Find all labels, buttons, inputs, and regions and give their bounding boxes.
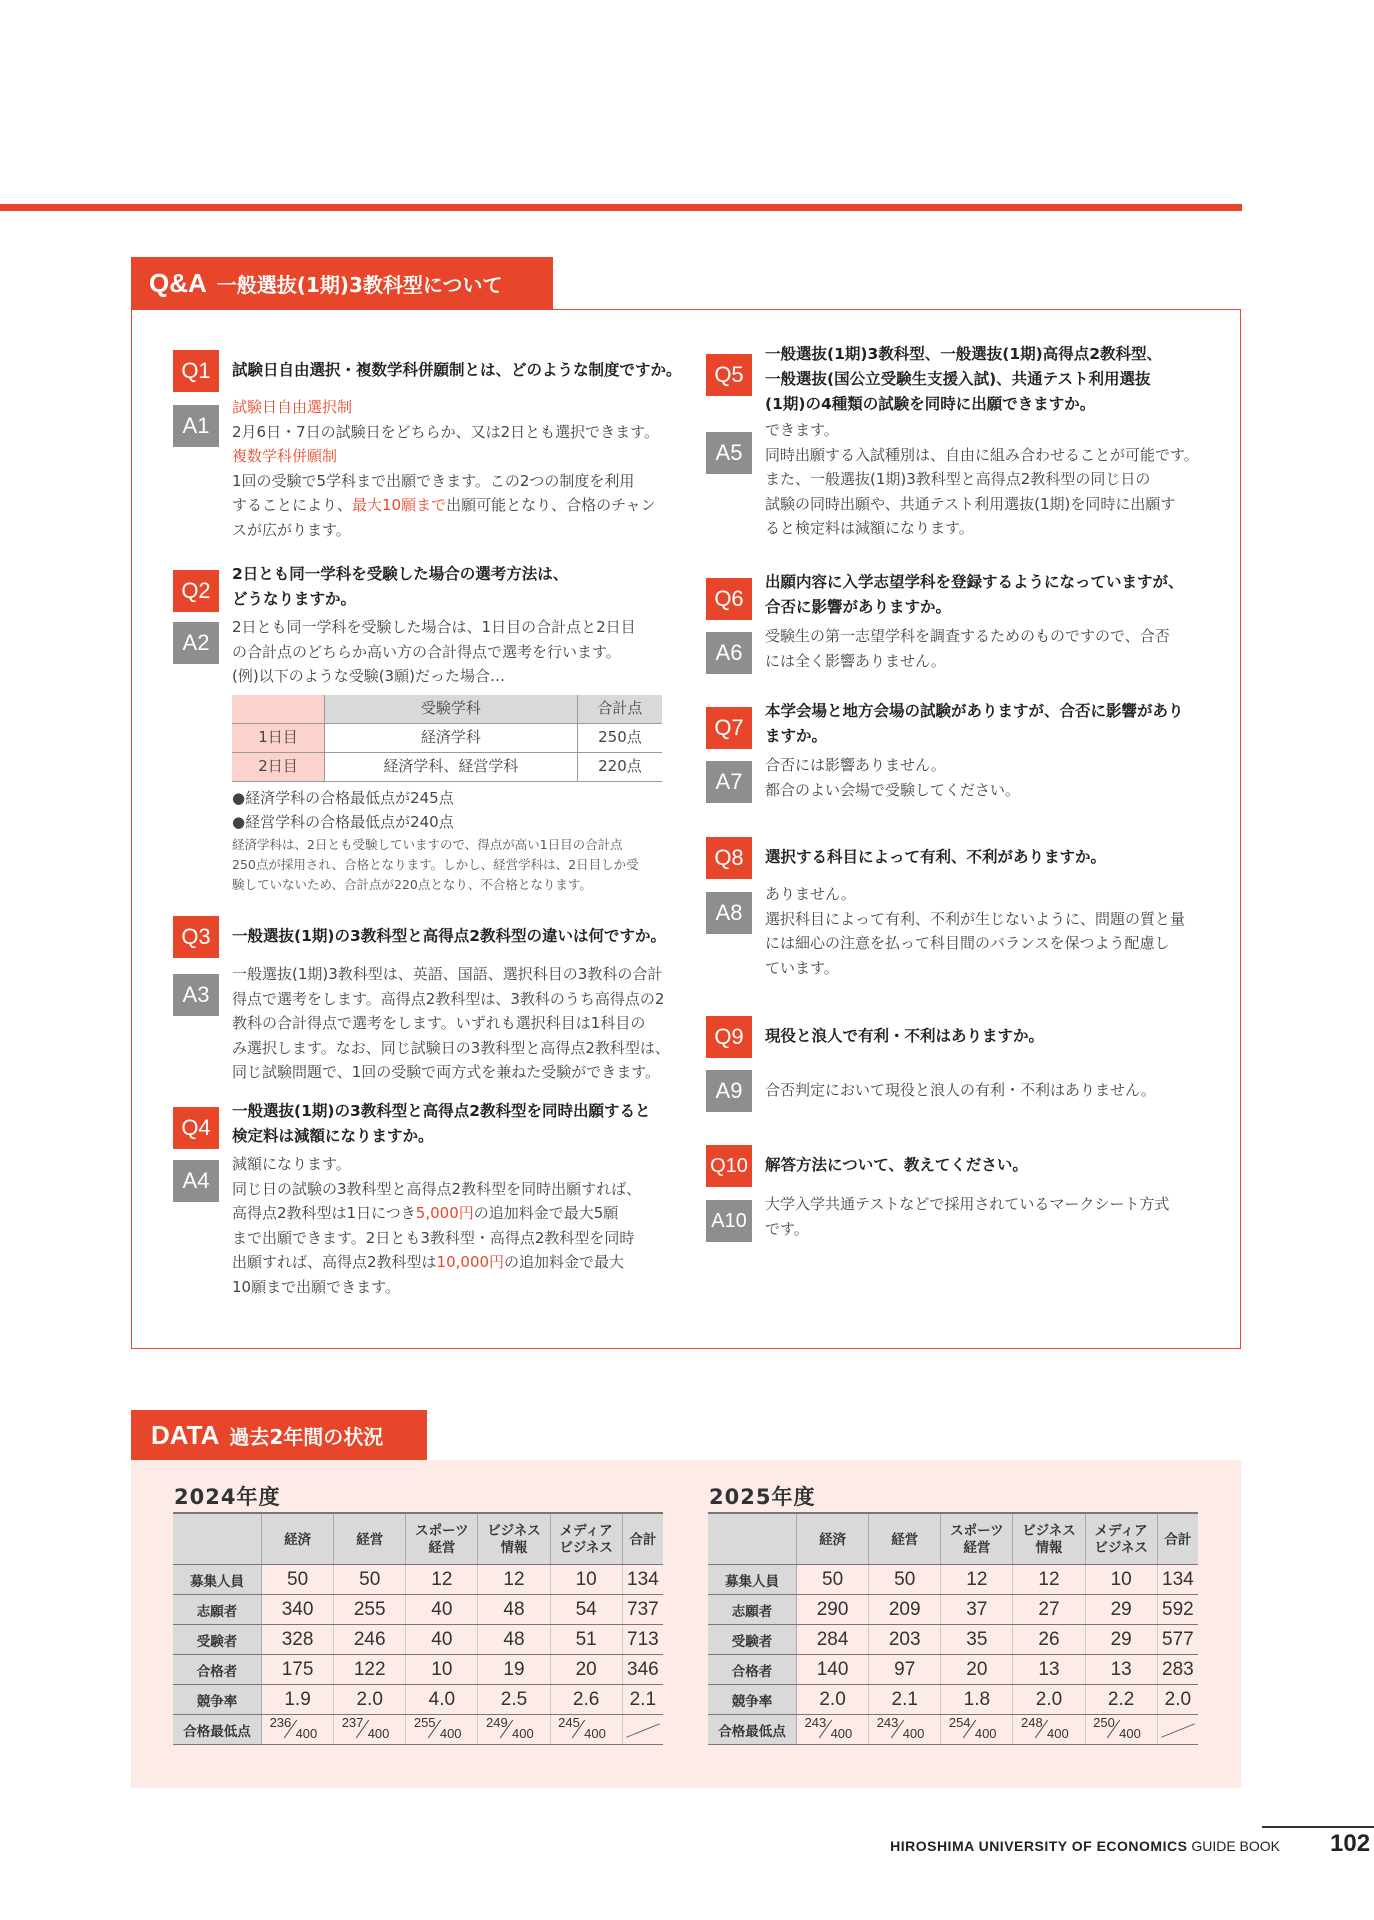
table-cell: 10 bbox=[406, 1655, 478, 1685]
col-header: スポーツ 経営 bbox=[941, 1513, 1013, 1565]
table-cell: 2.5 bbox=[478, 1685, 550, 1715]
answer-text: ありません。 選択科目によって有利、不利が生じないように、問題の質と量 には細心の注意を払って科目間のバランスを保つよう配慮し ています。 bbox=[765, 885, 1186, 977]
table-cell: 290 bbox=[797, 1595, 869, 1625]
answer-heading: 複数学科併願制 bbox=[232, 447, 338, 465]
row-label: 合格者 bbox=[708, 1655, 797, 1685]
table-row bbox=[708, 1685, 1198, 1715]
row-label: 受験者 bbox=[708, 1625, 797, 1655]
table-cell: 40 bbox=[406, 1595, 478, 1625]
table-cell: 19 bbox=[478, 1655, 550, 1685]
table-cell: 140 bbox=[797, 1655, 869, 1685]
corner-cell bbox=[708, 1513, 797, 1565]
qa-section-tab bbox=[131, 257, 553, 309]
table-row bbox=[173, 1655, 663, 1685]
a-badge: A3 bbox=[173, 974, 219, 1016]
table-cell: 2.1 bbox=[869, 1685, 941, 1715]
table-cell: 48 bbox=[478, 1595, 550, 1625]
table-cell: 4.0 bbox=[406, 1685, 478, 1715]
min-score-cell: 255 400 bbox=[406, 1715, 478, 1745]
min-score-cell: 245 400 bbox=[550, 1715, 622, 1745]
min-score-cell: 248 400 bbox=[1013, 1715, 1085, 1745]
question-text: 出願内容に入学志望学科を登録するようになっていますが、 合否に影響がありますか。 bbox=[765, 573, 1184, 616]
col-header: ビジネス 情報 bbox=[478, 1513, 550, 1565]
answer-heading: 試験日自由選択制 bbox=[232, 398, 353, 416]
table-cell: 340 bbox=[262, 1595, 334, 1625]
col-header: メディア ビジネス bbox=[550, 1513, 622, 1565]
min-score-cell: 243 400 bbox=[797, 1715, 869, 1745]
table-cell: 2.1 bbox=[622, 1685, 663, 1715]
question-text: 一般選抜(1期)の3教科型と高得点2教科型の違いは何ですか。 bbox=[232, 927, 667, 945]
a-badge: A1 bbox=[173, 405, 219, 447]
table-cell: 175 bbox=[262, 1655, 334, 1685]
table-cell: 346 bbox=[622, 1655, 663, 1685]
table-cell: 12 bbox=[406, 1565, 478, 1595]
table-cell: 592 bbox=[1157, 1595, 1198, 1625]
table-cell: 54 bbox=[550, 1595, 622, 1625]
a-badge: A2 bbox=[173, 622, 219, 664]
col-header: ビジネス 情報 bbox=[1013, 1513, 1085, 1565]
answer-text bbox=[232, 395, 712, 542]
answer-text: 一般選抜(1期)3教科型は、英語、国語、選択科目の3教科の合計 得点で選考をします。高得点2教科型は、3教科のうち高得点の2 教科の合計得点で選考をします。いずれも選択科目は1科目の み選択します。なお、同じ試験日の3教科型と高得点2教科型は、 同じ試験問題で、1回の受験で両方式を兼ねた受験ができます。 bbox=[232, 965, 670, 1081]
table-cell: 134 bbox=[622, 1565, 663, 1595]
q-badge: Q3 bbox=[173, 916, 219, 958]
table-row bbox=[173, 1625, 663, 1655]
footer-university: HIROSHIMA UNIVERSITY OF ECONOMICS bbox=[890, 1838, 1188, 1854]
row-label: 競争率 bbox=[173, 1685, 262, 1715]
table-cell: 97 bbox=[869, 1655, 941, 1685]
table-cell: 10 bbox=[1085, 1565, 1157, 1595]
table-cell: 246 bbox=[334, 1625, 406, 1655]
question-text: 2日とも同一学科を受験した場合の選考方法は、 どうなりますか。 bbox=[232, 565, 569, 608]
answer-line: 2月6日・7日の試験日をどちらか、又は2日とも選択できます。 bbox=[232, 422, 659, 441]
data-section-title: 過去2年間の状況 bbox=[229, 1424, 384, 1449]
question-text: 解答方法について、教えてください。 bbox=[765, 1156, 1028, 1174]
data-table-2025 bbox=[708, 1512, 1198, 1745]
col-header: メディア ビジネス bbox=[1085, 1513, 1157, 1565]
table-cell: 51 bbox=[550, 1625, 622, 1655]
col-header: 合計 bbox=[622, 1513, 663, 1565]
table-row bbox=[173, 1595, 663, 1625]
min-score-cell: 249 400 bbox=[478, 1715, 550, 1745]
answer-text: 2日とも同一学科を受験した場合は、1日目の合計点と2日目 の合計点のどちらか高い方の合計得点で選考を行います。 (例)以下のような受験(3願)だった場合… 受験学科 合計点 1日目 経済学科 250点 2日目 経済学科、経営学科 220点 ●経済学科の合格最低点が245点 ●経営学科の合格最低点が240点 経済学科は、2日とも受験していますので、得点が高い1日目の合計点 250点が採用され、合格となります。しかし、経営学科は、2日目しか受 験していないため、合計点が220点となり、不合格となります。 bbox=[232, 615, 712, 895]
table-cell: 12 bbox=[1013, 1565, 1085, 1595]
table-row bbox=[708, 1595, 1198, 1625]
example-table bbox=[232, 695, 662, 782]
empty-diagonal-cell bbox=[1157, 1715, 1198, 1745]
footer-rule bbox=[1262, 1826, 1374, 1828]
answer-text: 合否判定において現役と浪人の有利・不利はありません。 bbox=[765, 1081, 1156, 1099]
qa-section-en: Q&A bbox=[149, 267, 207, 298]
page-number: 102 bbox=[1330, 1830, 1371, 1857]
table-cell: 1.8 bbox=[941, 1685, 1013, 1715]
question-text: 一般選抜(1期)の3教科型と高得点2教科型を同時出願すると 検定料は減額になりますか。 bbox=[232, 1102, 651, 1145]
data-section-tab bbox=[131, 1410, 427, 1460]
table-header-row bbox=[708, 1513, 1198, 1565]
footer bbox=[880, 1838, 1280, 1854]
table-row bbox=[708, 1565, 1198, 1595]
table-cell: 737 bbox=[622, 1595, 663, 1625]
table-cell: 37 bbox=[941, 1595, 1013, 1625]
table-cell: 2.6 bbox=[550, 1685, 622, 1715]
data-section-en: DATA bbox=[151, 1419, 220, 1450]
col-header: 合計 bbox=[1157, 1513, 1198, 1565]
table-cell: 2.0 bbox=[1013, 1685, 1085, 1715]
table-cell: 40 bbox=[406, 1625, 478, 1655]
q-badge: Q4 bbox=[173, 1107, 219, 1149]
answer-line: 1回の受験で5学科まで出願できます。この2つの制度を利用 bbox=[232, 471, 635, 490]
question-text: 現役と浪人で有利・不利はありますか。 bbox=[765, 1027, 1045, 1045]
table-cell: 284 bbox=[797, 1625, 869, 1655]
row-label: 募集人員 bbox=[708, 1565, 797, 1595]
answer-text: 受験生の第一志望学科を調査するためのものですので、合否 には全く影響ありません。 bbox=[765, 627, 1170, 670]
table-cell: 134 bbox=[1157, 1565, 1198, 1595]
table-cell: 26 bbox=[1013, 1625, 1085, 1655]
row-label: 志願者 bbox=[173, 1595, 262, 1625]
table-row bbox=[708, 1655, 1198, 1685]
table-cell: 2.2 bbox=[1085, 1685, 1157, 1715]
answer-line: することにより、最大10願まで出願可能となり、合格のチャン bbox=[232, 496, 656, 514]
table-cell: 29 bbox=[1085, 1595, 1157, 1625]
table-cell: 713 bbox=[622, 1625, 663, 1655]
table-row bbox=[173, 1715, 663, 1745]
table-cell: 209 bbox=[869, 1595, 941, 1625]
table-row bbox=[173, 1685, 663, 1715]
data-table-2024 bbox=[173, 1512, 663, 1745]
table-cell: 48 bbox=[478, 1625, 550, 1655]
row-label: 合格最低点 bbox=[708, 1715, 797, 1745]
table-cell: 577 bbox=[1157, 1625, 1198, 1655]
top-rule bbox=[0, 204, 1242, 211]
footer-suffix: GUIDE BOOK bbox=[1191, 1838, 1280, 1854]
answer-line: スが広がります。 bbox=[232, 520, 351, 539]
table-cell: 2.0 bbox=[1157, 1685, 1198, 1715]
year-2025-title: 2025年度 bbox=[709, 1485, 816, 1509]
table-cell: 27 bbox=[1013, 1595, 1085, 1625]
row-label: 競争率 bbox=[708, 1685, 797, 1715]
table-cell: 255 bbox=[334, 1595, 406, 1625]
row-label: 志願者 bbox=[708, 1595, 797, 1625]
table-cell: 20 bbox=[941, 1655, 1013, 1685]
table-cell: 203 bbox=[869, 1625, 941, 1655]
q-badge: Q2 bbox=[173, 570, 219, 612]
table-cell: 2.0 bbox=[797, 1685, 869, 1715]
table-cell: 328 bbox=[262, 1625, 334, 1655]
table-cell: 20 bbox=[550, 1655, 622, 1685]
a-badge: A4 bbox=[173, 1160, 219, 1202]
min-score-cell: 254 400 bbox=[941, 1715, 1013, 1745]
table-row bbox=[708, 1625, 1198, 1655]
table-cell: 12 bbox=[941, 1565, 1013, 1595]
answer-text: できます。 同時出願する入試種別は、自由に組み合わせることが可能です。 また、一般選抜(1期)3教科型と高得点2教科型の同じ日の 試験の同時出願や、共通テスト利用選抜(1期)を同時に出願す ると検定料は減額になります。 bbox=[765, 421, 1199, 537]
table-cell: 10 bbox=[550, 1565, 622, 1595]
q-badge: Q6 bbox=[706, 578, 752, 620]
table-header-row bbox=[173, 1513, 663, 1565]
table-cell: 1.9 bbox=[262, 1685, 334, 1715]
question-text: 選択する科目によって有利、不利がありますか。 bbox=[765, 848, 1107, 866]
col-header: 経営 bbox=[334, 1513, 406, 1565]
table-cell: 13 bbox=[1013, 1655, 1085, 1685]
question-text: 本学会場と地方会場の試験がありますが、合否に影響があり ますか。 bbox=[765, 702, 1184, 745]
row-label: 募集人員 bbox=[173, 1565, 262, 1595]
q-badge: Q7 bbox=[706, 707, 752, 749]
answer-text: 大学入学共通テストなどで採用されているマークシート方式 です。 bbox=[765, 1195, 1170, 1238]
a-badge: A5 bbox=[706, 432, 752, 474]
q-badge: Q1 bbox=[173, 350, 219, 392]
question-text: 一般選抜(1期)3教科型、一般選抜(1期)高得点2教科型、 一般選抜(国公立受験生支援入試)、共通テスト利用選抜 (1期)の4種類の試験を同時に出願できますか。 bbox=[765, 345, 1162, 413]
min-score-cell: 243 400 bbox=[869, 1715, 941, 1745]
col-header: 経営 bbox=[869, 1513, 941, 1565]
table-row bbox=[173, 1565, 663, 1595]
q-badge: Q10 bbox=[706, 1145, 752, 1187]
row-label: 受験者 bbox=[173, 1625, 262, 1655]
table-cell: 50 bbox=[334, 1565, 406, 1595]
a-badge: A8 bbox=[706, 892, 752, 934]
table-row: 2日目 経済学科、経営学科 220点 bbox=[232, 752, 662, 781]
min-score-cell: 237 400 bbox=[334, 1715, 406, 1745]
q-badge: Q5 bbox=[706, 354, 752, 396]
col-header: スポーツ 経営 bbox=[406, 1513, 478, 1565]
table-cell: 12 bbox=[478, 1565, 550, 1595]
q-badge: Q8 bbox=[706, 837, 752, 879]
a-badge: A6 bbox=[706, 632, 752, 674]
answer-text: 合否には影響ありません。 都合のよい会場で受験してください。 bbox=[765, 756, 1021, 799]
a-badge: A7 bbox=[706, 761, 752, 803]
table-cell: 13 bbox=[1085, 1655, 1157, 1685]
table-row bbox=[708, 1715, 1198, 1745]
table-row: 1日目 経済学科 250点 bbox=[232, 723, 662, 752]
a-badge: A10 bbox=[706, 1200, 752, 1242]
q-badge: Q9 bbox=[706, 1016, 752, 1058]
corner-cell bbox=[173, 1513, 262, 1565]
min-score-cell: 250 400 bbox=[1085, 1715, 1157, 1745]
qa-section-title: 一般選抜(1期)3教科型について bbox=[216, 272, 503, 297]
question-text: 試験日自由選択・複数学科併願制とは、どのような制度ですか。 bbox=[232, 361, 682, 379]
table-cell: 122 bbox=[334, 1655, 406, 1685]
answer-text: 減額になります。 同じ日の試験の3教科型と高得点2教科型を同時出願すれば、 高得点2教科型は1日につき5,000円の追加料金で最大5願 まで出願できます。2日とも3教科型・高得点2教科型を同時 出願すれば、高得点2教科型は10,000円の追加料金で最大 10願まで出願できます。 bbox=[232, 1155, 642, 1296]
row-label: 合格者 bbox=[173, 1655, 262, 1685]
table-cell: 50 bbox=[797, 1565, 869, 1595]
row-label: 合格最低点 bbox=[173, 1715, 262, 1745]
table-cell: 2.0 bbox=[334, 1685, 406, 1715]
min-score-cell: 236 400 bbox=[262, 1715, 334, 1745]
a-badge: A9 bbox=[706, 1070, 752, 1112]
empty-diagonal-cell bbox=[622, 1715, 663, 1745]
table-cell: 50 bbox=[869, 1565, 941, 1595]
year-2024-title: 2024年度 bbox=[174, 1485, 281, 1509]
table-header: 受験学科 bbox=[325, 695, 578, 724]
table-header: 合計点 bbox=[577, 695, 662, 724]
col-header: 経済 bbox=[797, 1513, 869, 1565]
table-cell: 50 bbox=[262, 1565, 334, 1595]
col-header: 経済 bbox=[262, 1513, 334, 1565]
table-cell: 29 bbox=[1085, 1625, 1157, 1655]
table-cell: 283 bbox=[1157, 1655, 1198, 1685]
table-cell: 35 bbox=[941, 1625, 1013, 1655]
